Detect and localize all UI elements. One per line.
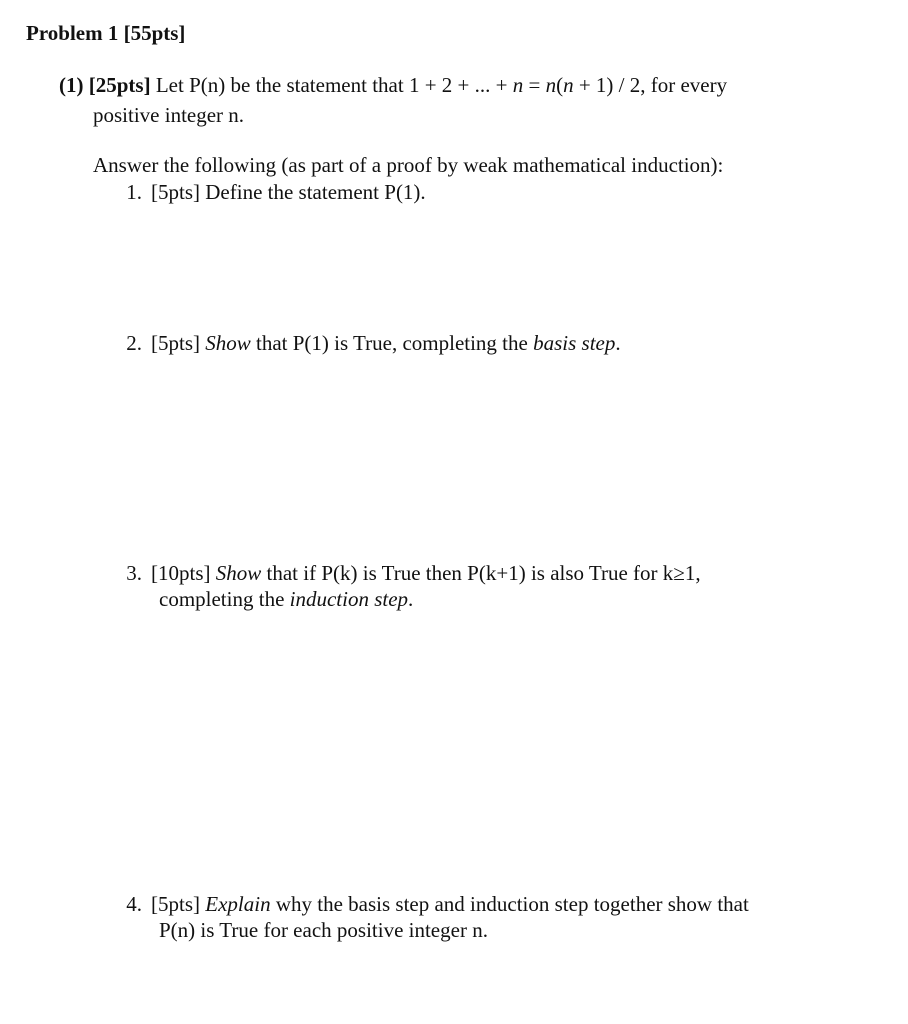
part-after-formula: , for every [640,73,728,97]
part-number: (1) [59,73,84,97]
item-number: 4. [126,892,142,916]
item-number: 3. [126,561,142,585]
part-1-line-1 [59,72,727,98]
part-intro: Let P(n) be the statement that [155,73,404,97]
item-text: [10pts] Show that if P(k) is True then P(k+1) is also True for k≥1, [151,561,701,585]
item-number: 1. [126,180,142,204]
instructions-text: Answer the following (as part of a proof by weak mathematical induction): [93,153,724,177]
problem-title: Problem 1 [55pts] [26,21,186,45]
sum-formula: 1 + 2 + ... + n = n(n + 1) / 2 [408,73,641,97]
question-item-4-line-2: P(n) is True for each positive integer n. [159,918,488,942]
question-item-3-line-2: completing the induction step. [159,587,414,611]
part-points: [25pts] [88,73,151,97]
part-1-line-2: positive integer n. [93,103,245,127]
item-text: [5pts] Explain why the basis step and induction step together show that [151,892,749,916]
item-text: [5pts] Show that P(1) is True, completing the basis step. [151,331,621,355]
item-text: [5pts] Define the statement P(1). [151,180,426,204]
item-number: 2. [126,331,142,355]
